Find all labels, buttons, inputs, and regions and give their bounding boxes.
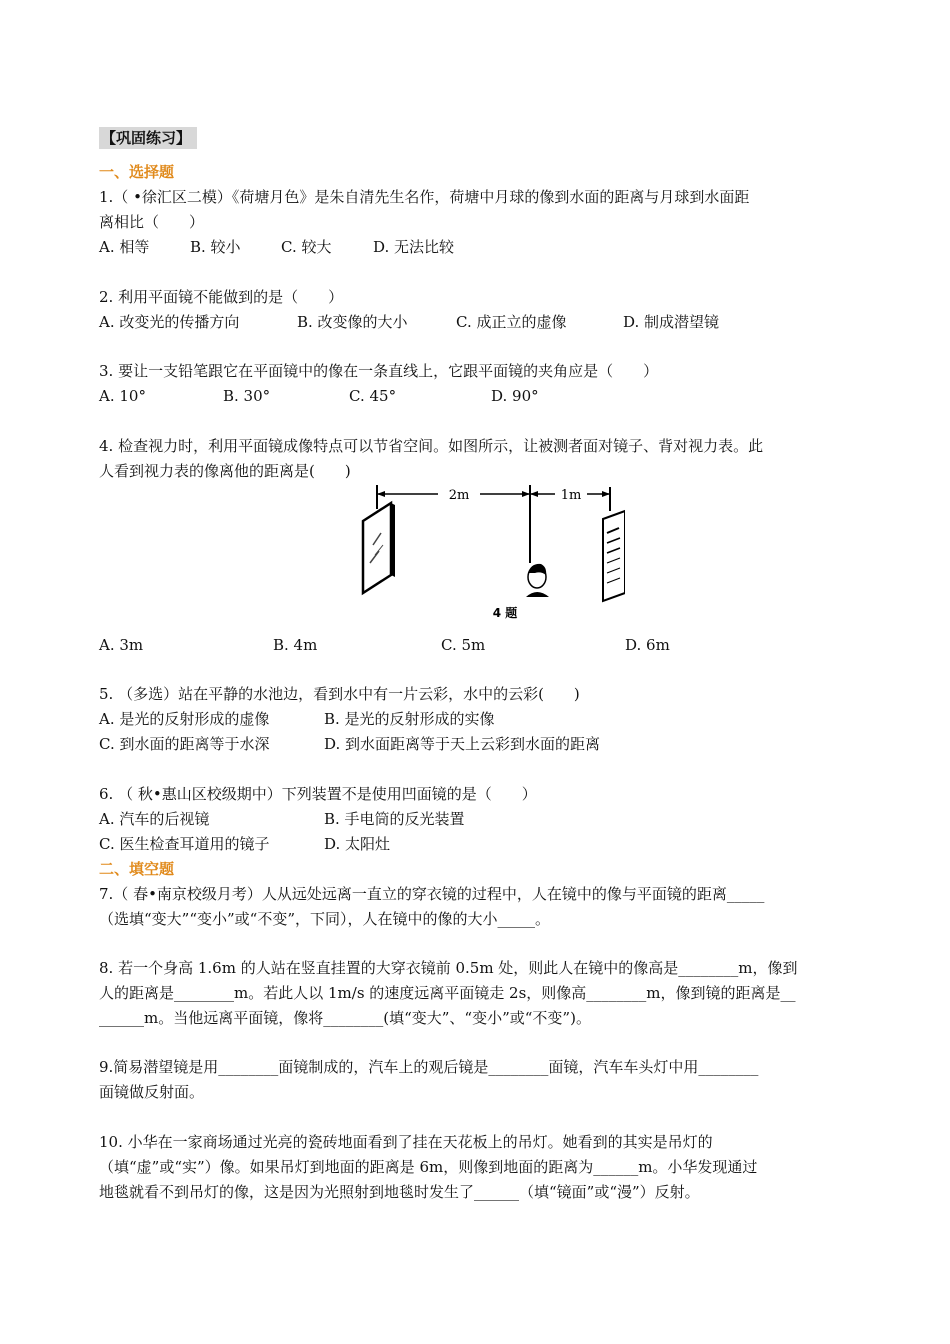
question-6-text: 6. （ 秋•惠山区校级期中）下列装置不是使用凹面镜的是（ ） [99, 785, 537, 803]
eye-test-figure [355, 483, 625, 623]
section-title-fill: 二、填空题 [99, 860, 175, 878]
q1-option-b[interactable]: B. 较小 [190, 238, 241, 256]
section-title-choice: 一、选择题 [99, 163, 175, 181]
question-9-text: 9.简易潜望镜是用________面镜制成的，汽车上的观后镜是________面镜，汽车车头灯中用________ [99, 1058, 759, 1076]
question-2-text: 2. 利用平面镜不能做到的是（ ） [99, 288, 344, 306]
practice-header: 【巩固练习】 [99, 127, 197, 149]
q3-option-b[interactable]: B. 30° [223, 387, 271, 405]
q2-option-a[interactable]: A. 改变光的传播方向 [99, 313, 240, 331]
q6-option-c[interactable]: C. 医生检查耳道用的镜子 [99, 835, 270, 853]
q1-option-c[interactable]: C. 较大 [281, 238, 332, 256]
question-3-text: 3. 要让一支铅笔跟它在平面镜中的像在一条直线上，它跟平面镜的夹角应是（ ） [99, 362, 659, 380]
question-5-text: 5. （多选）站在平静的水池边，看到水中有一片云彩，水中的云彩( ) [99, 685, 580, 703]
q5-option-b[interactable]: B. 是光的反射形成的实像 [324, 710, 495, 728]
question-8-text-cont: 人的距离是________m。若此人以 1m/s 的速度远离平面镜走 2s，则像高________m，像到镜的距离是__ [99, 984, 796, 1002]
question-8-text: 8. 若一个身高 1.6m 的人站在竖直挂置的大穿衣镜前 0.5m 处，则此人在镜中的像高是________m，像到 [99, 959, 798, 977]
q3-option-c[interactable]: C. 45° [349, 387, 397, 405]
q1-option-d[interactable]: D. 无法比较 [373, 238, 455, 256]
q3-option-a[interactable]: A. 10° [99, 387, 146, 405]
q4-option-c[interactable]: C. 5m [441, 636, 486, 654]
question-6-options-row1 [99, 809, 859, 829]
q6-option-b[interactable]: B. 手电筒的反光装置 [324, 810, 465, 828]
q3-option-d[interactable]: D. 90° [491, 387, 539, 405]
q2-option-c[interactable]: C. 成正立的虚像 [456, 313, 567, 331]
question-1-options [99, 237, 859, 257]
person-head-drawing [526, 564, 549, 597]
question-3-options [99, 386, 859, 406]
distance-label-2m: 2m [448, 488, 470, 503]
question-4-options [99, 635, 859, 655]
question-6-options-row2 [99, 834, 859, 854]
question-2-options [99, 312, 859, 332]
q4-option-b[interactable]: B. 4m [273, 636, 318, 654]
question-4-text-cont: 人看到视力表的像离他的距离是( ) [99, 462, 351, 480]
question-9-text-cont: 面镜做反射面。 [99, 1083, 205, 1101]
question-1-text: 1.（ •徐汇区二模）《荷塘月色》是朱自清先生名作，荷塘中月球的像到水面的距离与月球到水面距 [99, 188, 750, 206]
q5-option-c[interactable]: C. 到水面的距离等于水深 [99, 735, 270, 753]
q4-option-a[interactable]: A. 3m [99, 636, 144, 654]
question-5-options-row2 [99, 734, 859, 754]
question-7-text-cont: （选填“变大”“变小”或“不变”，下同），人在镜中的像的大小_____。 [99, 910, 551, 928]
q2-option-d[interactable]: D. 制成潜望镜 [623, 313, 720, 331]
q4-option-d[interactable]: D. 6m [625, 636, 670, 654]
question-1-text-cont: 离相比（ ） [99, 213, 205, 231]
mirror-drawing [363, 503, 395, 593]
q6-option-d[interactable]: D. 太阳灶 [324, 835, 391, 853]
q2-option-b[interactable]: B. 改变像的大小 [297, 313, 408, 331]
question-8-text-cont2: ______m。当他远离平面镜，像将________(填“变大”、“变小”或“不变”)。 [99, 1009, 591, 1027]
q5-option-d[interactable]: D. 到水面距离等于天上云彩到水面的距离 [324, 735, 601, 753]
q1-option-a[interactable]: A. 相等 [99, 238, 150, 256]
question-5-options-row1 [99, 709, 859, 729]
question-10-text-cont2: 地毯就看不到吊灯的像，这是因为光照射到地毯时发生了______（填“镜面”或“漫”）反射。 [99, 1183, 700, 1201]
question-10-text-cont: （填“虚”或“实”）像。如果吊灯到地面的距离是 6m，则像到地面的距离为______m。小华发现通过 [99, 1158, 758, 1176]
question-10-text: 10. 小华在一家商场通过光亮的瓷砖地面看到了挂在天花板上的吊灯。她看到的其实是吊灯的 [99, 1133, 713, 1151]
eye-chart-drawing [603, 511, 625, 601]
q6-option-a[interactable]: A. 汽车的后视镜 [99, 810, 210, 828]
question-7-text: 7.（ 春•南京校级月考）人从远处远离一直立的穿衣镜的过程中，人在镜中的像与平面镜的距离_____ [99, 885, 765, 903]
figure-caption: 4 题 [492, 606, 518, 620]
q5-option-a[interactable]: A. 是光的反射形成的虚像 [99, 710, 270, 728]
distance-label-1m: 1m [560, 488, 582, 503]
question-4-text: 4. 检查视力时，利用平面镜成像特点可以节省空间。如图所示，让被测者面对镜子、背对视力表。此 [99, 437, 764, 455]
